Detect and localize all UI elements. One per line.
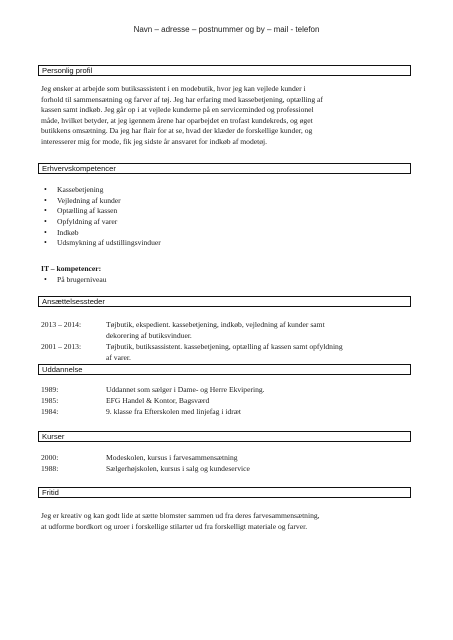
course-year: 1988: [41, 464, 59, 473]
education-text: EFG Handel & Kontor, Bagsværd [106, 396, 210, 405]
list-item: • Vejledning af kunder [41, 196, 161, 207]
profile-line: Jeg ønsker at arbejde som butiksassistent i en modebutik, hvor jeg kan vejlede kunder i [41, 84, 306, 93]
section-heading-competencies: Erhvervskompetencer [38, 163, 411, 174]
section-heading-leisure: Fritid [38, 487, 411, 498]
competencies-list [41, 185, 161, 249]
list-item: • På brugerniveau [41, 275, 107, 286]
course-text: Modeskolen, kursus i farvesammensætning [106, 453, 238, 462]
profile-line: forhold til sammensætning og farver af tøj. Jeg har erfaring med kassebetjening, optælling af [41, 94, 323, 104]
contact-header: Navn – adresse – postnummer og by – mail - telefon [133, 25, 320, 34]
employment-line: dekorering af butiksvinduer. [106, 330, 192, 340]
list-item: • Indkøb [41, 228, 161, 239]
employment-line: Tøjbutik, butiksassistent. kassebetjening, optælling af kassen samt opfyldning [106, 342, 343, 351]
profile-line: måde, hvilket betyder, at jeg igennem årene har oparbejdet en trofast kundekreds, og øget [41, 115, 313, 125]
list-item: • Kassebetjening [41, 185, 161, 196]
profile-line: butikkens omsætning. Da jeg har flair for at se, hvad der klæder de forskellige kunder, og [41, 126, 313, 136]
leisure-text [41, 511, 411, 532]
section-heading-education: Uddannelse [38, 364, 411, 375]
profile-line: kassen samt indkøb. Jeg går op i at vejlede kunderne på en serviceminded og professionel [41, 105, 314, 115]
education-year: 1984: [41, 407, 59, 416]
list-item: • Opfyldning af varer [41, 217, 161, 228]
profile-line: interesserer mig for mode, fik jeg sidste år ansvaret for indkøb af modetøj. [41, 136, 268, 146]
employment-description [106, 342, 411, 363]
education-text: Uddannet som sælger i Dame- og Herre Ekvipering. [106, 385, 265, 394]
employment-period: 2001 – 2013: [41, 342, 82, 351]
education-text: 9. klasse fra Efterskolen med linjefag i idræt [106, 407, 241, 416]
section-heading-courses: Kurser [38, 431, 411, 442]
leisure-line: at udforme bordkort og uroer i forskellige stilarter ud fra forskelligt materiale og farver. [41, 521, 308, 531]
profile-text [41, 84, 411, 148]
list-item: • Optælling af kassen [41, 206, 161, 217]
employment-line: af varer. [106, 352, 131, 362]
it-competencies-heading: IT – kompetencer: [41, 264, 102, 273]
it-competencies-list [41, 275, 107, 286]
section-heading-profile: Personlig profil [38, 65, 411, 76]
course-text: Sælgerhøjskolen, kursus i salg og kundeservice [106, 464, 250, 473]
employment-description [106, 320, 411, 341]
employment-period: 2013 – 2014: [41, 320, 82, 329]
list-item: • Udsmykning af udstillingsvinduer [41, 238, 161, 249]
education-year: 1985: [41, 396, 59, 405]
section-heading-employment: Ansættelsessteder [38, 296, 411, 307]
leisure-line: Jeg er kreativ og kan godt lide at sætte blomster sammen ud fra deres farvesammensætning, [41, 511, 320, 520]
education-year: 1989: [41, 385, 59, 394]
course-year: 2000: [41, 453, 59, 462]
employment-line: Tøjbutik, ekspedient. kassebetjening, indkøb, vejledning af kunder samt [106, 320, 325, 329]
